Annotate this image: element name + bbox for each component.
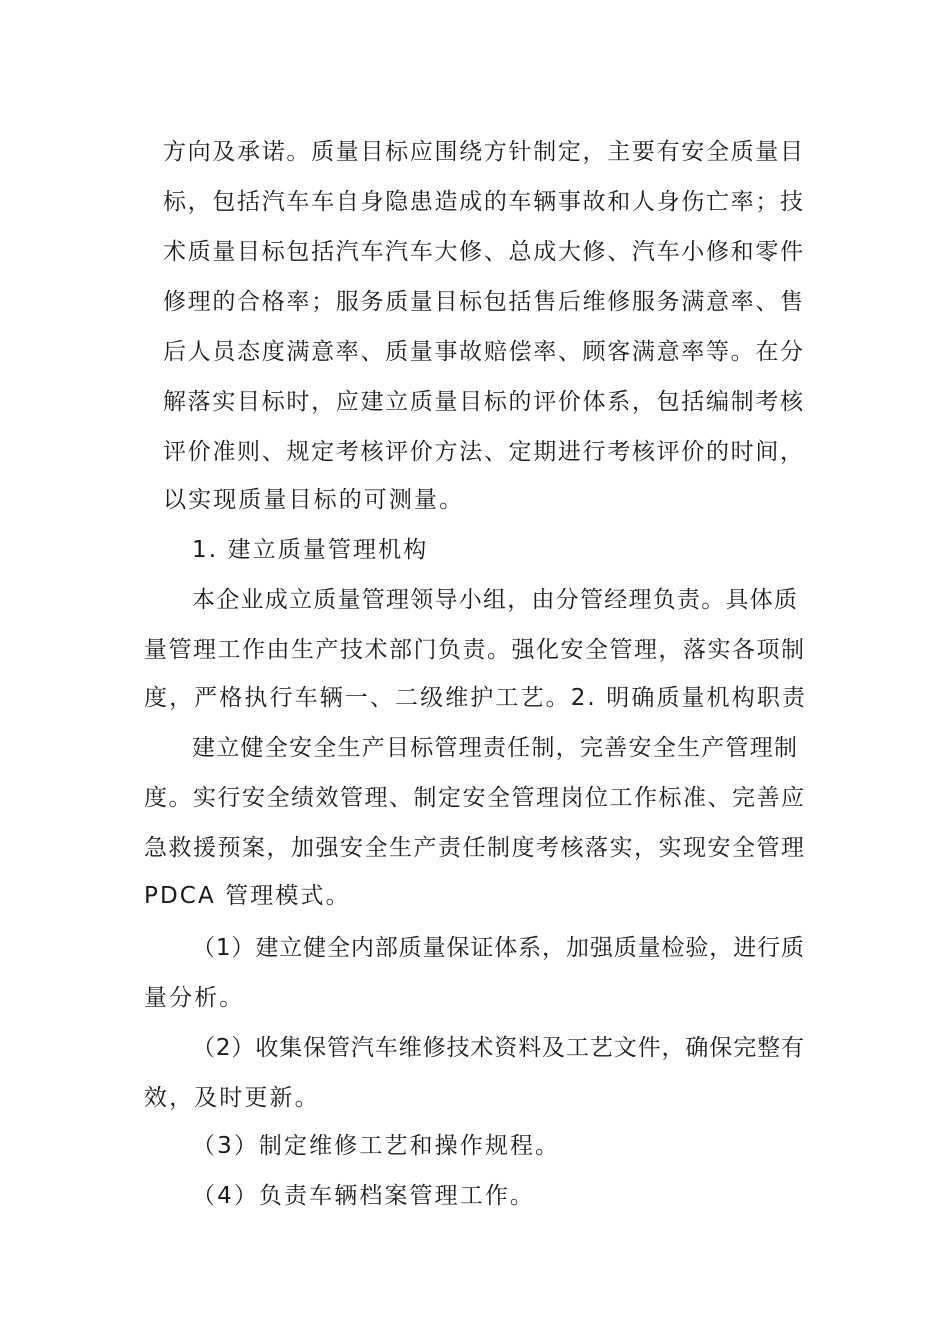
list-item: （1）建立健全内部质量保证体系，加强质量检验，进行质 — [192, 935, 804, 961]
paragraph-line: 建立健全安全生产目标管理责任制，完善安全生产管理制 — [192, 735, 797, 761]
paragraph-line: 量管理工作由生产技术部门负责。强化安全管理，落实各项制 — [144, 637, 804, 663]
paragraph-line: 度，严格执行车辆一、二级维护工艺。2. 明确质量机构职责 — [144, 685, 808, 711]
section-heading: 1. 建立质量管理机构 — [192, 537, 429, 563]
list-item: （3）制定维修工艺和操作规程。 — [192, 1133, 561, 1159]
paragraph-line: 急救援预案，加强安全生产责任制度考核落实，实现安全管理 — [144, 835, 804, 861]
paragraph-line: 后人员态度满意率、质量事故赔偿率、顾客满意率等。在分 — [163, 339, 803, 365]
paragraph-line: 度。实行安全绩效管理、制定安全管理岗位工作标准、完善应 — [144, 785, 804, 811]
paragraph-line: 评价准则、规定考核评价方法、定期进行考核评价的时间， — [163, 439, 803, 465]
list-item: （4）负责车辆档案管理工作。 — [192, 1183, 536, 1209]
paragraph-line: 量分析。 — [144, 985, 245, 1011]
paragraph-line: 修理的合格率；服务质量目标包括售后维修服务满意率、售 — [163, 289, 803, 315]
paragraph-line: 以实现质量目标的可测量。 — [163, 487, 465, 513]
paragraph-line: 术质量目标包括汽车汽车大修、总成大修、汽车小修和零件 — [163, 239, 803, 265]
paragraph-line: 本企业成立质量管理领导小组，由分管经理负责。具体质 — [192, 587, 797, 613]
list-item: （2）收集保管汽车维修技术资料及工艺文件，确保完整有 — [192, 1035, 804, 1061]
paragraph-line: 方向及承诺。质量目标应围绕方针制定，主要有安全质量目 — [163, 139, 803, 165]
paragraph-line: 效，及时更新。 — [144, 1085, 320, 1111]
paragraph-line: PDCA 管理模式。 — [144, 883, 351, 909]
paragraph-line: 解落实目标时，应建立质量目标的评价体系，包括编制考核 — [163, 389, 803, 415]
paragraph-line: 标，包括汽车车自身隐患造成的车辆事故和人身伤亡率；技 — [163, 189, 803, 215]
